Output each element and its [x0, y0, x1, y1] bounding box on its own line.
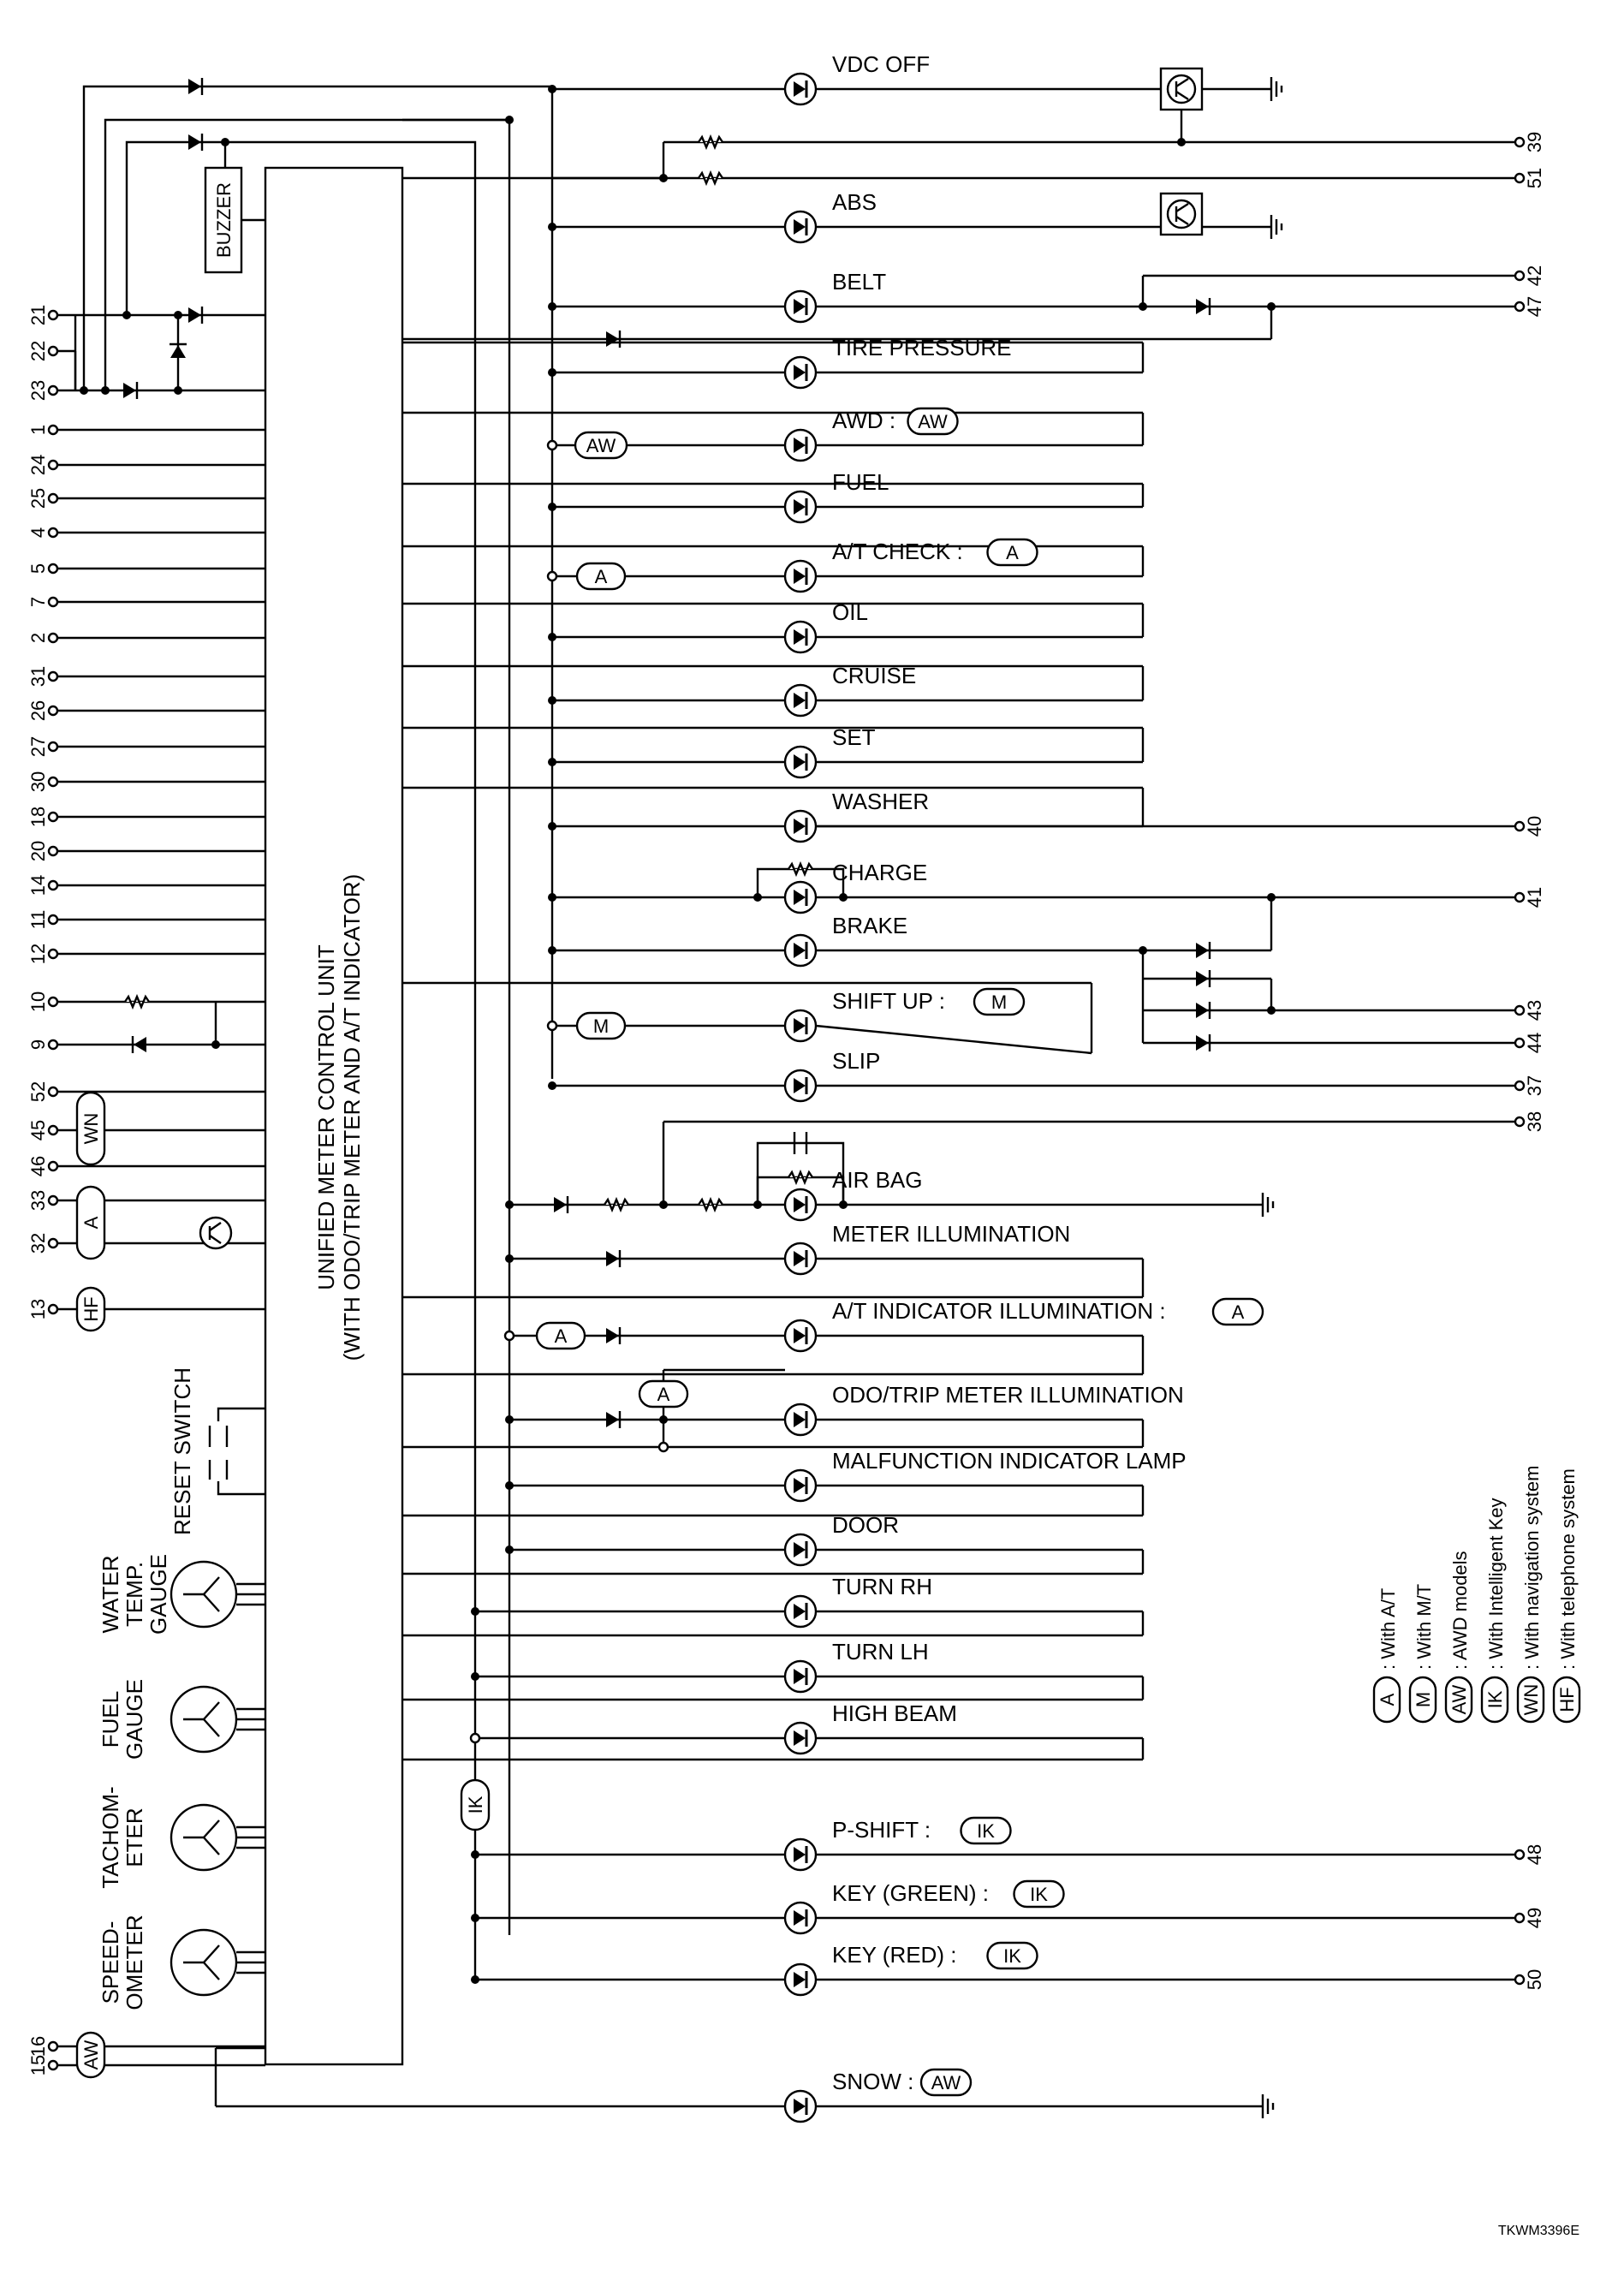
diode-symbol: [606, 1328, 619, 1343]
optional-feed-terminal: [659, 1443, 668, 1451]
indicator-label: SET: [832, 724, 876, 750]
option-badge-label: AW: [931, 2072, 961, 2093]
diode-symbol: [123, 383, 136, 398]
option-badge-label: A: [657, 1384, 670, 1405]
optional-feed-terminal: [548, 441, 556, 450]
resistor-symbol: [788, 864, 812, 874]
connector-terminal: [49, 2061, 57, 2069]
connector-terminal: [49, 672, 57, 681]
connector-terminal: [49, 1196, 57, 1205]
option-badge-label: HF: [80, 1296, 102, 1322]
connector-terminal: [49, 915, 57, 924]
indicator-label: A/T CHECK :: [832, 539, 963, 564]
option-badge-label: A: [1231, 1301, 1245, 1323]
connector-terminal: [49, 847, 57, 855]
indicator-label: ABS: [832, 189, 877, 215]
terminal-pin-label: 16: [27, 2035, 49, 2058]
indicator-label: A/T INDICATOR ILLUMINATION :: [832, 1298, 1166, 1324]
terminal-pin-label: 37: [1524, 1075, 1545, 1097]
optional-feed-terminal: [471, 1734, 479, 1742]
terminal-pin-label: 44: [1524, 1032, 1545, 1054]
indicator-label: TURN LH: [832, 1639, 929, 1665]
indicator-label: METER ILLUMINATION: [832, 1221, 1071, 1247]
gauge-label: FUEL: [98, 1690, 123, 1748]
terminal-pin-label: 50: [1524, 1968, 1545, 1991]
connector-terminal: [49, 1305, 57, 1313]
terminal-pin-label: 40: [1524, 815, 1545, 837]
terminal-pin-label: 22: [27, 340, 49, 362]
indicator-label: KEY (GREEN) :: [832, 1880, 990, 1906]
reset-switch-label: RESET SWITCH: [170, 1367, 195, 1535]
terminal-pin-label: 45: [27, 1119, 49, 1141]
gauge-label: TACHOM-: [98, 1786, 123, 1889]
indicator-label: KEY (RED) :: [832, 1942, 957, 1968]
diode-symbol: [1196, 299, 1209, 314]
terminal-pin-label: 49: [1524, 1907, 1545, 1929]
indicator-label: AIR BAG: [832, 1167, 923, 1193]
connector-terminal: [49, 742, 57, 751]
connector-terminal: [1515, 1039, 1524, 1047]
terminal-pin-label: 23: [27, 379, 49, 402]
connector-terminal: [49, 1087, 57, 1096]
wire: [218, 1481, 265, 1494]
option-badge-label: IK: [1484, 1690, 1506, 1709]
unit-subtitle: (WITH ODO/TRIP METER AND A/T INDICATOR): [339, 873, 365, 1361]
legend-text: : With telephone system: [1557, 1468, 1579, 1670]
terminal-pin-label: 13: [27, 1298, 49, 1320]
buzzer-label: BUZZER: [213, 182, 235, 258]
components-layer: [49, 68, 1579, 2122]
connector-terminal: [49, 1126, 57, 1134]
option-badge-label: A: [594, 566, 608, 587]
terminal-pin-label: 33: [27, 1189, 49, 1212]
terminal-pin-label: 30: [27, 771, 49, 793]
indicator-label: HIGH BEAM: [832, 1700, 957, 1726]
connector-terminal: [49, 634, 57, 642]
connector-terminal: [49, 494, 57, 503]
connector-terminal: [1515, 822, 1524, 831]
terminal-pin-label: 52: [27, 1081, 49, 1103]
indicator-label: ODO/TRIP METER ILLUMINATION: [832, 1382, 1184, 1408]
diode-symbol: [606, 1251, 619, 1266]
terminal-pin-label: 20: [27, 840, 49, 862]
diode-symbol: [554, 1197, 567, 1212]
terminal-pin-label: 42: [1524, 265, 1545, 287]
connector-terminal: [49, 347, 57, 355]
wire: [218, 1408, 265, 1421]
optional-feed-terminal: [548, 1021, 556, 1030]
connector-terminal: [49, 1162, 57, 1170]
connector-terminal: [49, 1040, 57, 1049]
diode-symbol: [188, 79, 201, 94]
gauge-label: TEMP.: [122, 1561, 147, 1628]
terminal-pin-label: 9: [27, 1039, 49, 1051]
terminal-pin-label: 11: [27, 909, 49, 930]
indicator-label: BELT: [832, 269, 887, 295]
option-badge-label: AW: [586, 435, 616, 456]
terminal-pin-label: 1: [27, 424, 49, 436]
junction-dot: [211, 1040, 220, 1049]
option-badge-label: A: [1006, 542, 1019, 563]
diode-symbol: [188, 134, 201, 150]
option-badge-label: IK: [1030, 1884, 1048, 1905]
terminal-pin-label: 39: [1524, 131, 1545, 153]
indicator-label: MALFUNCTION INDICATOR LAMP: [832, 1448, 1187, 1474]
legend-text: : AWD models: [1449, 1551, 1471, 1670]
indicator-label: CRUISE: [832, 663, 917, 688]
option-badge-label: AW: [1449, 1684, 1470, 1715]
diode-symbol: [134, 1037, 146, 1052]
connector-terminal: [1515, 138, 1524, 146]
resistor-symbol: [699, 173, 723, 183]
terminal-pin-label: 7: [27, 596, 49, 608]
connector-terminal: [1515, 893, 1524, 902]
connector-terminal: [49, 426, 57, 434]
resistor-symbol: [788, 1172, 812, 1182]
terminal-pin-label: 2: [27, 632, 49, 644]
connector-terminal: [49, 461, 57, 469]
resistor-symbol: [125, 997, 149, 1007]
terminal-pin-label: 32: [27, 1232, 49, 1254]
connector-terminal: [49, 564, 57, 573]
unit-title: UNIFIED METER CONTROL UNIT: [313, 944, 339, 1290]
diode-symbol: [1196, 943, 1209, 958]
resistor-symbol: [699, 1200, 723, 1210]
figure-code: TKWM3396E: [1497, 2224, 1579, 2238]
indicator-label: CHARGE: [832, 860, 928, 885]
optional-feed-terminal: [548, 572, 556, 581]
indicator-label: SLIP: [832, 1048, 881, 1074]
terminal-pin-label: 46: [27, 1155, 49, 1177]
connector-terminal: [49, 777, 57, 786]
diode-symbol: [606, 1412, 619, 1427]
connector-terminal: [49, 706, 57, 715]
option-badge-label: M: [990, 992, 1008, 1013]
terminal-pin-label: 5: [27, 563, 49, 575]
gauge-label: WATER: [98, 1555, 123, 1634]
transistor-circle: [200, 1218, 231, 1248]
option-badge-label: HF: [1556, 1687, 1578, 1712]
option-badge-label: A: [1377, 1693, 1398, 1706]
connector-terminal: [49, 813, 57, 821]
terminal-pin-label: 21: [27, 304, 49, 326]
connector-terminal: [49, 998, 57, 1006]
terminal-pin-label: 27: [27, 735, 49, 758]
indicator-label: DOOR: [832, 1512, 899, 1538]
diode-symbol: [1196, 1003, 1209, 1018]
indicator-label: BRAKE: [832, 913, 908, 938]
connector-terminal: [1515, 1081, 1524, 1090]
connector-terminal: [1515, 302, 1524, 311]
indicator-label: OIL: [832, 599, 868, 625]
gauge-label: GAUGE: [146, 1554, 171, 1635]
option-badge-label: IK: [1003, 1945, 1021, 1967]
terminal-pin-label: 18: [27, 806, 49, 828]
diode-symbol: [1196, 1035, 1209, 1051]
diode-symbol: [188, 307, 201, 323]
connector-terminal: [49, 2042, 57, 2051]
connector-terminal: [1515, 1117, 1524, 1126]
terminal-pin-label: 26: [27, 700, 49, 722]
connector-terminal: [49, 1239, 57, 1248]
diode-symbol: [606, 331, 619, 347]
terminal-pin-label: 38: [1524, 1111, 1545, 1133]
indicator-label: TIRE PRESSURE: [832, 335, 1012, 360]
gauge-label: SPEED-: [98, 1921, 123, 2004]
option-badge-label: IK: [977, 1820, 995, 1842]
terminal-pin-label: 24: [27, 454, 49, 476]
terminal-pin-label: 51: [1524, 167, 1545, 189]
terminal-pin-label: 25: [27, 487, 49, 509]
connector-terminal: [1515, 271, 1524, 280]
indicator-label: SNOW :: [832, 2069, 914, 2094]
terminal-pin-label: 48: [1524, 1843, 1545, 1866]
terminal-pin-label: 31: [27, 665, 49, 688]
connector-terminal: [49, 386, 57, 395]
legend-text: : With navigation system: [1521, 1465, 1543, 1670]
connector-terminal: [1515, 1914, 1524, 1922]
terminal-pin-label: 10: [27, 991, 49, 1013]
indicator-label: SHIFT UP :: [832, 988, 945, 1014]
option-badge-label: AW: [80, 2040, 102, 2070]
terminal-pin-label: 15: [27, 2054, 49, 2076]
option-badge-label: M: [1413, 1691, 1434, 1708]
connector-terminal: [1515, 1975, 1524, 1984]
gauge-label: GAUGE: [122, 1679, 147, 1760]
indicator-label: VDC OFF: [832, 51, 931, 77]
terminal-pin-label: 14: [27, 874, 49, 896]
option-badge-label: IK: [465, 1796, 486, 1814]
connector-terminal: [49, 950, 57, 958]
resistor-symbol: [604, 1200, 628, 1210]
option-badge-label: M: [592, 1015, 610, 1037]
legend-text: : With A/T: [1377, 1587, 1399, 1670]
gauge-label: OMETER: [122, 1915, 147, 2010]
connector-terminal: [1515, 1006, 1524, 1015]
legend-text: : With Intelligent Key: [1485, 1498, 1507, 1670]
junction-dot: [505, 1200, 514, 1209]
connector-terminal: [49, 881, 57, 890]
resistor-symbol: [699, 137, 723, 147]
indicator-label: TURN RH: [832, 1574, 932, 1599]
connector-terminal: [1515, 174, 1524, 182]
terminal-pin-label: 12: [27, 943, 49, 965]
diode-symbol: [170, 345, 186, 358]
connector-terminal: [49, 598, 57, 606]
option-badge-label: AW: [918, 411, 948, 432]
indicator-label: FUEL: [832, 469, 889, 495]
gauge-label: ETER: [122, 1807, 147, 1867]
terminal-pin-label: 43: [1524, 999, 1545, 1021]
option-badge-label: WN: [80, 1112, 102, 1145]
connector-terminal: [49, 528, 57, 537]
legend-text: : With M/T: [1413, 1583, 1435, 1670]
terminal-pin-label: 4: [27, 527, 49, 539]
connector-terminal: [49, 311, 57, 319]
indicator-label: AWD :: [832, 408, 896, 433]
option-badge-label: A: [554, 1325, 568, 1347]
option-badge-label: A: [80, 1216, 102, 1230]
connector-terminal: [1515, 1850, 1524, 1859]
terminal-pin-label: 47: [1524, 295, 1545, 318]
optional-feed-terminal: [505, 1331, 514, 1340]
terminal-pin-label: 41: [1524, 886, 1545, 908]
indicator-label: WASHER: [832, 789, 930, 814]
diode-symbol: [1196, 971, 1209, 986]
indicator-label: P-SHIFT :: [832, 1817, 931, 1843]
option-badge-label: WN: [1520, 1683, 1542, 1716]
